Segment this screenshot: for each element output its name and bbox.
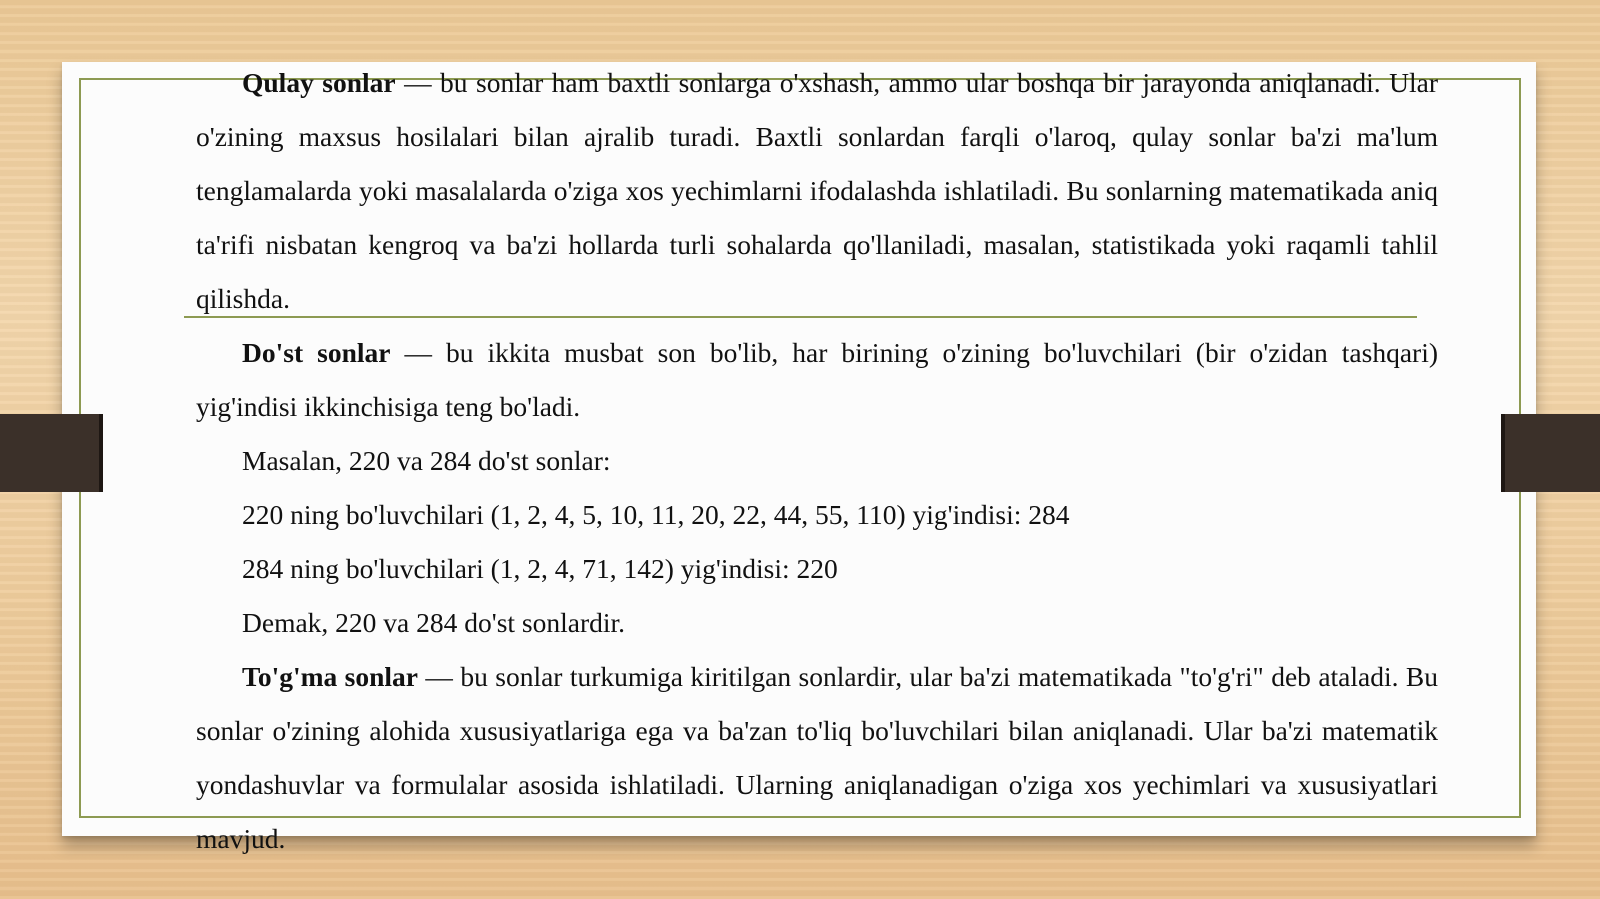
paragraph-dost-sonlar	[196, 326, 1438, 434]
definition-dost-sonlar: — bu ikkita musbat son bo'lib, har birining o'zining bo'luvchilari (bir o'zidan tashqari) yig'indisi ikkinchisiga teng bo'ladi.	[196, 337, 1439, 422]
right-side-tab	[1501, 414, 1600, 492]
example-conclusion: Demak, 220 va 284 do'st sonlardir.	[242, 607, 626, 638]
term-togma-sonlar: To'g'ma sonlar	[242, 661, 419, 692]
left-side-tab	[0, 414, 103, 492]
definition-togma-sonlar: — bu sonlar turkumiga kiritilgan sonlardir, ular ba'zi matematikada "to'g'ri" deb ataladi. Bu sonlar o'zining alohida xususiyatlariga ega va ba'zan to'liq bo'luvchilari bilan aniqlanadi. Ular ba'zi matematik yondashuvlar va formulalar asosida ishlatiladi. Ularning aniqlanadigan o'ziga xos yechimlari va xususiyatlari mavjud.	[196, 661, 1438, 854]
example-divisors-220: 220 ning bo'luvchilari (1, 2, 4, 5, 10, 11, 20, 22, 44, 55, 110) yig'indisi: 284	[242, 499, 1070, 530]
definition-qulay-sonlar: — bu sonlar ham baxtli sonlarga o'xshash, ammo ular boshqa bir jarayonda aniqlanadi. Ular o'zining maxsus hosilalari bilan ajralib turadi. Baxtli sonlardan farqli o'laroq, qulay sonlar ba'zi ma'lum tenglamalarda yoki masalalarda o'ziga xos yechimlarni ifodalashda ishlatiladi. Bu sonlarning matematikada aniq ta'rifi nisbatan kengroq va ba'zi hollarda turli sohalarda qo'llaniladi, masalan, statistikada yoki raqamli tahlil qilishda.	[196, 67, 1438, 314]
slide-text-body	[196, 56, 1438, 866]
paragraph-togma-sonlar	[196, 650, 1438, 866]
example-intro: Masalan, 220 va 284 do'st sonlar:	[242, 445, 611, 476]
term-dost-sonlar: Do'st sonlar	[242, 337, 391, 368]
term-qulay-sonlar: Qulay sonlar	[242, 67, 396, 98]
example-divisors-284: 284 ning bo'luvchilari (1, 2, 4, 71, 142) yig'indisi: 220	[242, 553, 838, 584]
paragraph-qulay-sonlar	[196, 56, 1438, 326]
